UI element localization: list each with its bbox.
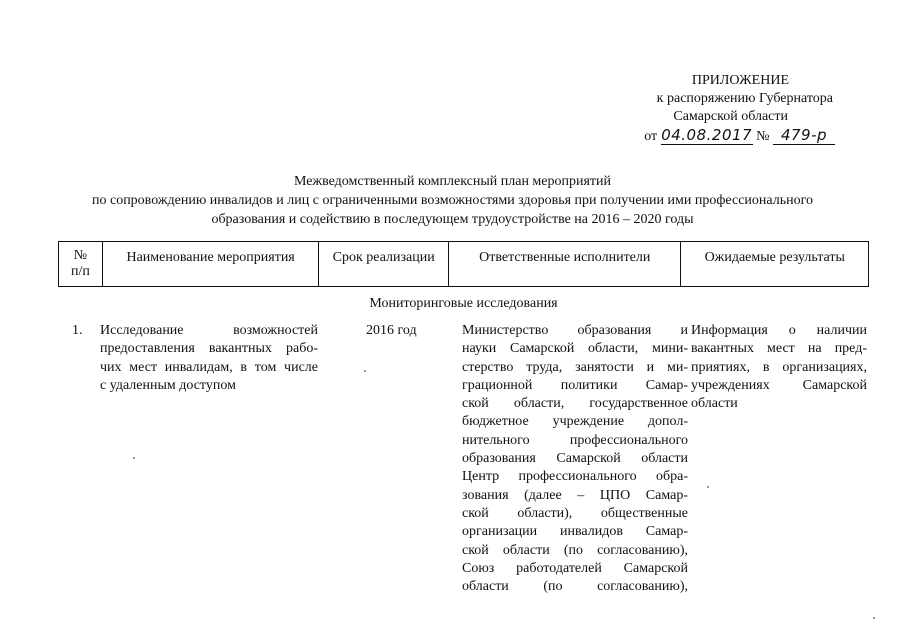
annex-date-number bbox=[595, 126, 835, 146]
row-result-line: учреждениях Самарской bbox=[691, 377, 867, 393]
row-number: 1. bbox=[72, 323, 83, 338]
row-resp-line: ской области, государственное bbox=[462, 396, 688, 412]
row-result-line: приятиях, в организациях, bbox=[691, 359, 867, 375]
handwritten-date: 04.08.2017 bbox=[661, 126, 753, 144]
row-result bbox=[691, 322, 867, 413]
scan-speck bbox=[364, 370, 366, 372]
header-name: Наименование мероприятия bbox=[103, 242, 319, 286]
row-resp-line: Союз работодателей Самарской bbox=[462, 560, 688, 576]
row-name-line: с удаленным доступом bbox=[100, 377, 236, 393]
document-title bbox=[40, 172, 865, 229]
header-num-line1: № bbox=[73, 248, 88, 263]
row-resp-line: ской области), общественные bbox=[462, 505, 688, 521]
row-resp-line: нительного профессионального bbox=[462, 432, 688, 448]
row-resp-line: организации инвалидов Самар- bbox=[462, 524, 688, 540]
header-term: Срок реализации bbox=[319, 242, 449, 286]
scan-speck bbox=[873, 617, 875, 619]
title-line-1: Межведомственный комплексный план мероприятий bbox=[293, 174, 612, 189]
handwritten-number: 479-р bbox=[773, 126, 835, 145]
row-responsible bbox=[462, 322, 688, 596]
header-num bbox=[59, 242, 103, 286]
row-term: 2016 год bbox=[366, 323, 417, 338]
row-name-line: предоставления вакантных рабо- bbox=[100, 341, 318, 357]
row-resp-line: образования Самарской области bbox=[462, 451, 688, 467]
row-resp-line: грационной политики Самар- bbox=[462, 377, 688, 393]
row-name-line: Исследование возможностей bbox=[100, 323, 318, 338]
annex-number-sign: № bbox=[756, 129, 770, 144]
row-resp-line: науки Самарской области, мини- bbox=[462, 341, 688, 357]
section-heading: Мониторинговые исследования bbox=[369, 296, 558, 311]
row-resp-line: ской области (по согласованию), bbox=[462, 542, 688, 558]
header-result: Ожидаемые результаты bbox=[704, 250, 845, 265]
annex-title: ПРИЛОЖЕНИЕ bbox=[691, 73, 789, 88]
row-result-line: области bbox=[691, 396, 738, 412]
row-result-line: Информация о наличии bbox=[691, 323, 867, 338]
row-result-line: вакантных мест на пред- bbox=[691, 341, 867, 357]
header-responsible: Ответственные исполнители bbox=[449, 242, 681, 286]
table-header bbox=[58, 241, 869, 287]
header-num-line2: п/п bbox=[71, 264, 90, 279]
annex-header bbox=[595, 72, 835, 146]
row-resp-line: области (по согласованию), bbox=[462, 579, 688, 595]
annex-line-region: Самарской области bbox=[673, 109, 788, 124]
scan-speck bbox=[707, 486, 709, 488]
row-resp-line: стерство труда, занятости и ми- bbox=[462, 359, 688, 375]
row-name-line: чих мест инвалидам, в том числе bbox=[100, 359, 318, 375]
scan-speck bbox=[133, 457, 135, 459]
row-resp-line: Министерство образования и bbox=[462, 323, 688, 338]
title-line-3: образования и содействию в последующем трудоустройстве на 2016 – 2020 годы bbox=[211, 212, 694, 227]
title-line-2: по сопровождению инвалидов и лиц с ограниченными возможностями здоровья при получении ими профессионального bbox=[91, 193, 814, 208]
row-name bbox=[100, 322, 318, 395]
row-resp-line: бюджетное учреждение допол- bbox=[462, 414, 688, 430]
annex-from-label: от bbox=[644, 129, 658, 144]
row-resp-line: зования (далее – ЦПО Самар- bbox=[462, 487, 688, 503]
row-resp-line: Центр профессионального обра- bbox=[462, 469, 688, 485]
annex-line-order: к распоряжению Губернатора bbox=[656, 91, 833, 106]
